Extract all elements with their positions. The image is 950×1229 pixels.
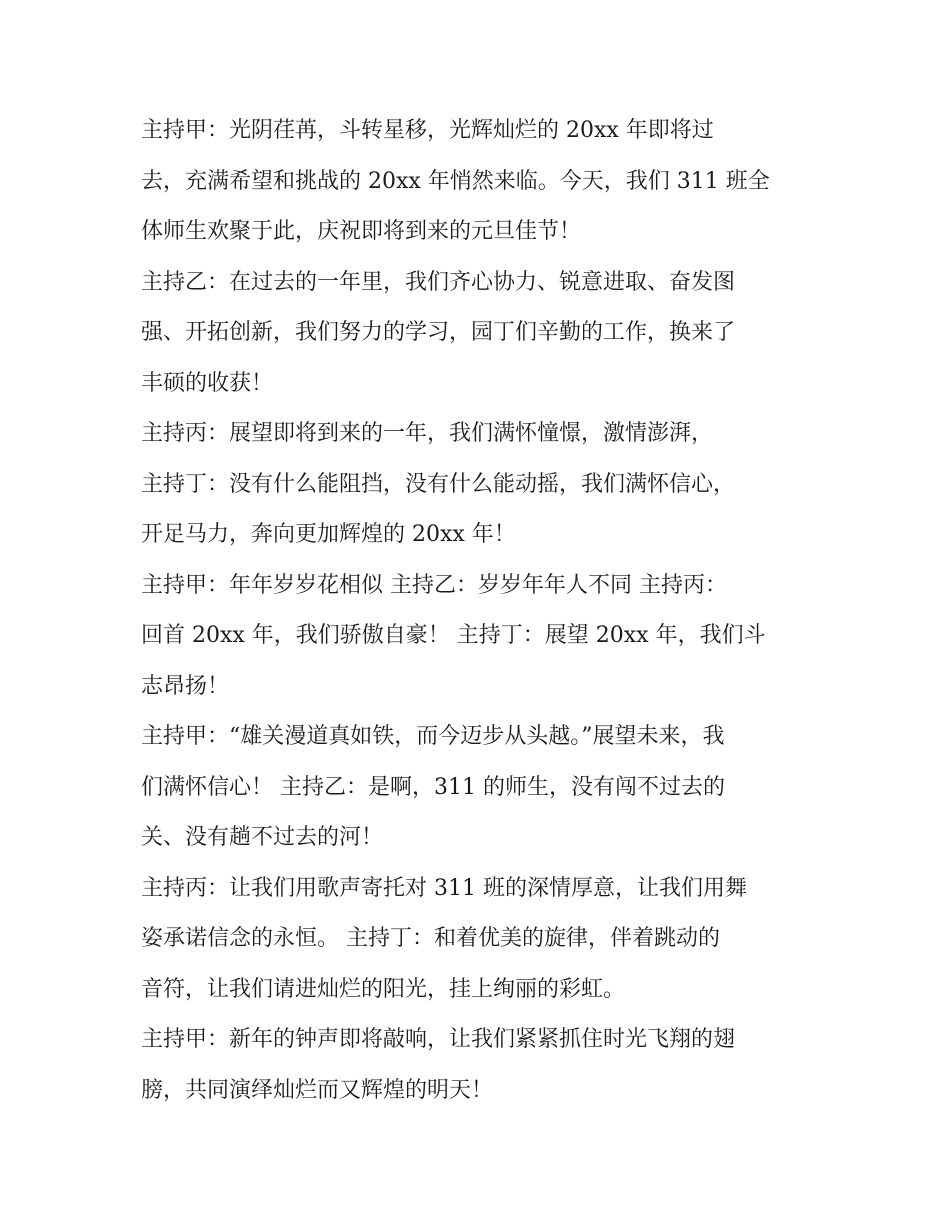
text-line: 主持丁：没有什么能阻挡，没有什么能动摇，我们满怀信心，	[141, 471, 736, 497]
text-line: 去，充满希望和挑战的 20xx 年悄然来临。今天，我们 311 班全	[141, 168, 770, 194]
document-body	[141, 106, 821, 1116]
text-line: 开足马力，奔向更加辉煌的 20xx 年！	[141, 522, 516, 547]
text-line: 主持乙：在过去的一年里，我们齐心协力、锐意进取、奋发图	[141, 269, 736, 295]
text-line: 丰硕的收获！	[141, 370, 274, 396]
text-line: 姿承诺信念的永恒。 主持丁：和着优美的旋律，伴着跳动的	[141, 926, 720, 951]
text-line: 音符，让我们请进灿烂的阳光，挂上绚丽的彩虹。	[141, 976, 626, 1002]
text-line: 主持丙：让我们用歌声寄托对 311 班的深情厚意，让我们用舞	[141, 875, 747, 901]
text-line: 志昂扬！	[141, 673, 230, 699]
text-line: 回首 20xx 年，我们骄傲自豪！ 主持丁：展望 20xx 年，我们斗	[141, 623, 766, 648]
text-line: 体师生欢聚于此，庆祝即将到来的元旦佳节！	[141, 219, 582, 244]
text-line: 主持甲：年年岁岁花相似 主持乙：岁岁年年人不同 主持丙：	[141, 572, 727, 598]
text-line: 主持甲：“雄关漫道真如铁，而今迈步从头越。”展望未来，我	[141, 724, 725, 749]
text-line: 主持丙：展望即将到来的一年，我们满怀憧憬，激情澎湃，	[141, 421, 714, 446]
text-line: 膀，共同演绎灿烂而又辉煌的明天！	[141, 1077, 494, 1103]
text-line: 强、开拓创新，我们努力的学习，园丁们辛勤的工作，换来了	[141, 320, 736, 345]
text-line: 关、没有趟不过去的河！	[141, 825, 384, 850]
text-line: 们满怀信心！ 主持乙：是啊，311 的师生，没有闯不过去的	[141, 774, 725, 800]
text-line: 主持甲：光阴荏苒，斗转星移，光辉灿烂的 20xx 年即将过	[141, 118, 714, 143]
text-line: 主持甲：新年的钟声即将敲响，让我们紧紧抓住时光飞翔的翅	[141, 1027, 736, 1052]
